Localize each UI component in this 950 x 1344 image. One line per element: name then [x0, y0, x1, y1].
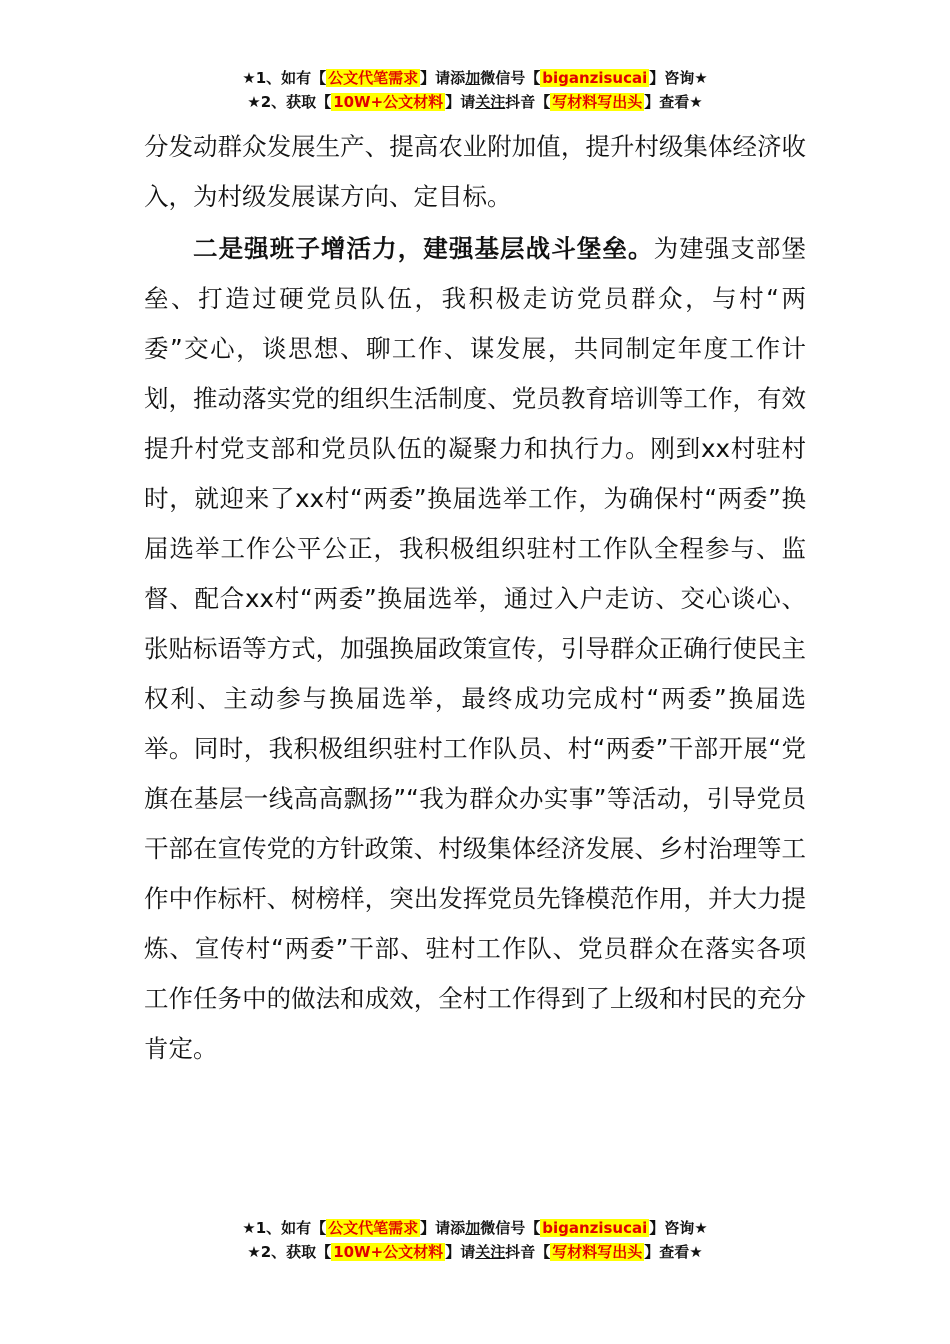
banner-text: ★2、获取【 [247, 93, 332, 111]
paragraph-2 [144, 224, 806, 1074]
banner-text: 】请添 [420, 1219, 466, 1237]
banner-line-2 [0, 1240, 950, 1264]
banner-text: 】查看★ [644, 1243, 703, 1261]
banner-highlight: biganzisucai [542, 69, 648, 87]
banner-highlight: 写材料写出头 [552, 1243, 643, 1261]
bottom-banner [0, 1216, 950, 1264]
banner-highlight: 公文代笔需求 [328, 69, 419, 87]
banner-emphasis: 加 [465, 69, 481, 87]
paragraph-2-heading: 二是强班子增活力，建强基层战斗堡垒。 [193, 234, 654, 263]
banner-text: 】请 [445, 1243, 476, 1261]
banner-text: ★1、如有【 [242, 69, 327, 87]
banner-emphasis: 关注 [475, 93, 506, 111]
banner-line-1 [0, 66, 950, 90]
banner-text: ★1、如有【 [242, 1219, 327, 1237]
paragraph-1: 分发动群众发展生产、提高农业附加值，提升村级集体经济收入，为村级发展谋方向、定目标。 [144, 132, 806, 211]
banner-text: 微信号【 [480, 69, 541, 87]
banner-text: 微信号【 [480, 1219, 541, 1237]
paragraph-2-text: 为建强支部堡垒、打造过硬党员队伍，我积极走访党员群众，与村“两委”交心，谈思想、聊工作、谋发展，共同制定年度工作计划，推动落实党的组织生活制度、党员教育培训等工作，有效提升村党支部和党员队伍的凝聚力和执行力。刚到xx村驻村时，就迎来了xx村“两委”换届选举工作，为确保村“两委”换届选举工作公平公正，我积极组织驻村工作队全程参与、监督、配合xx村“两委”换届选举，通过入户走访、交心谈心、张贴标语等方式，加强换届政策宣传，引导群众正确行使民主权利、主动参与换届选举，最终成功完成村“两委”换届选举。同时，我积极组织驻村工作队员、村“两委”干部开展“党旗在基层一线高高飘扬”“我为群众办实事”等活动，引导党员干部在宣传党的方针政策、村级集体经济发展、乡村治理等工作中作标杆、树榜样，突出发挥党员先锋模范作用，并大力提炼、宣传村“两委”干部、驻村工作队、党员群众在落实各项工作任务中的做法和成效，全村工作得到了上级和村民的充分肯定。 [144, 234, 807, 1063]
banner-text: 抖音【 [505, 1243, 551, 1261]
banner-text: 抖音【 [505, 93, 551, 111]
banner-text: 】查看★ [644, 93, 703, 111]
banner-emphasis: 关注 [475, 1243, 506, 1261]
banner-text: 】请 [445, 93, 476, 111]
banner-text: 】咨询★ [649, 1219, 708, 1237]
document-body [144, 122, 806, 1074]
banner-text: 】请添 [420, 69, 466, 87]
banner-highlight: 10W+公文材料 [333, 1243, 444, 1261]
banner-highlight: 写材料写出头 [552, 93, 643, 111]
banner-line-2 [0, 90, 950, 114]
banner-highlight: biganzisucai [542, 1219, 648, 1237]
banner-line-1 [0, 1216, 950, 1240]
banner-text: 】咨询★ [649, 69, 708, 87]
top-banner [0, 66, 950, 114]
banner-text: ★2、获取【 [247, 1243, 332, 1261]
banner-highlight: 10W+公文材料 [333, 93, 444, 111]
banner-highlight: 公文代笔需求 [328, 1219, 419, 1237]
banner-emphasis: 加 [465, 1219, 481, 1237]
